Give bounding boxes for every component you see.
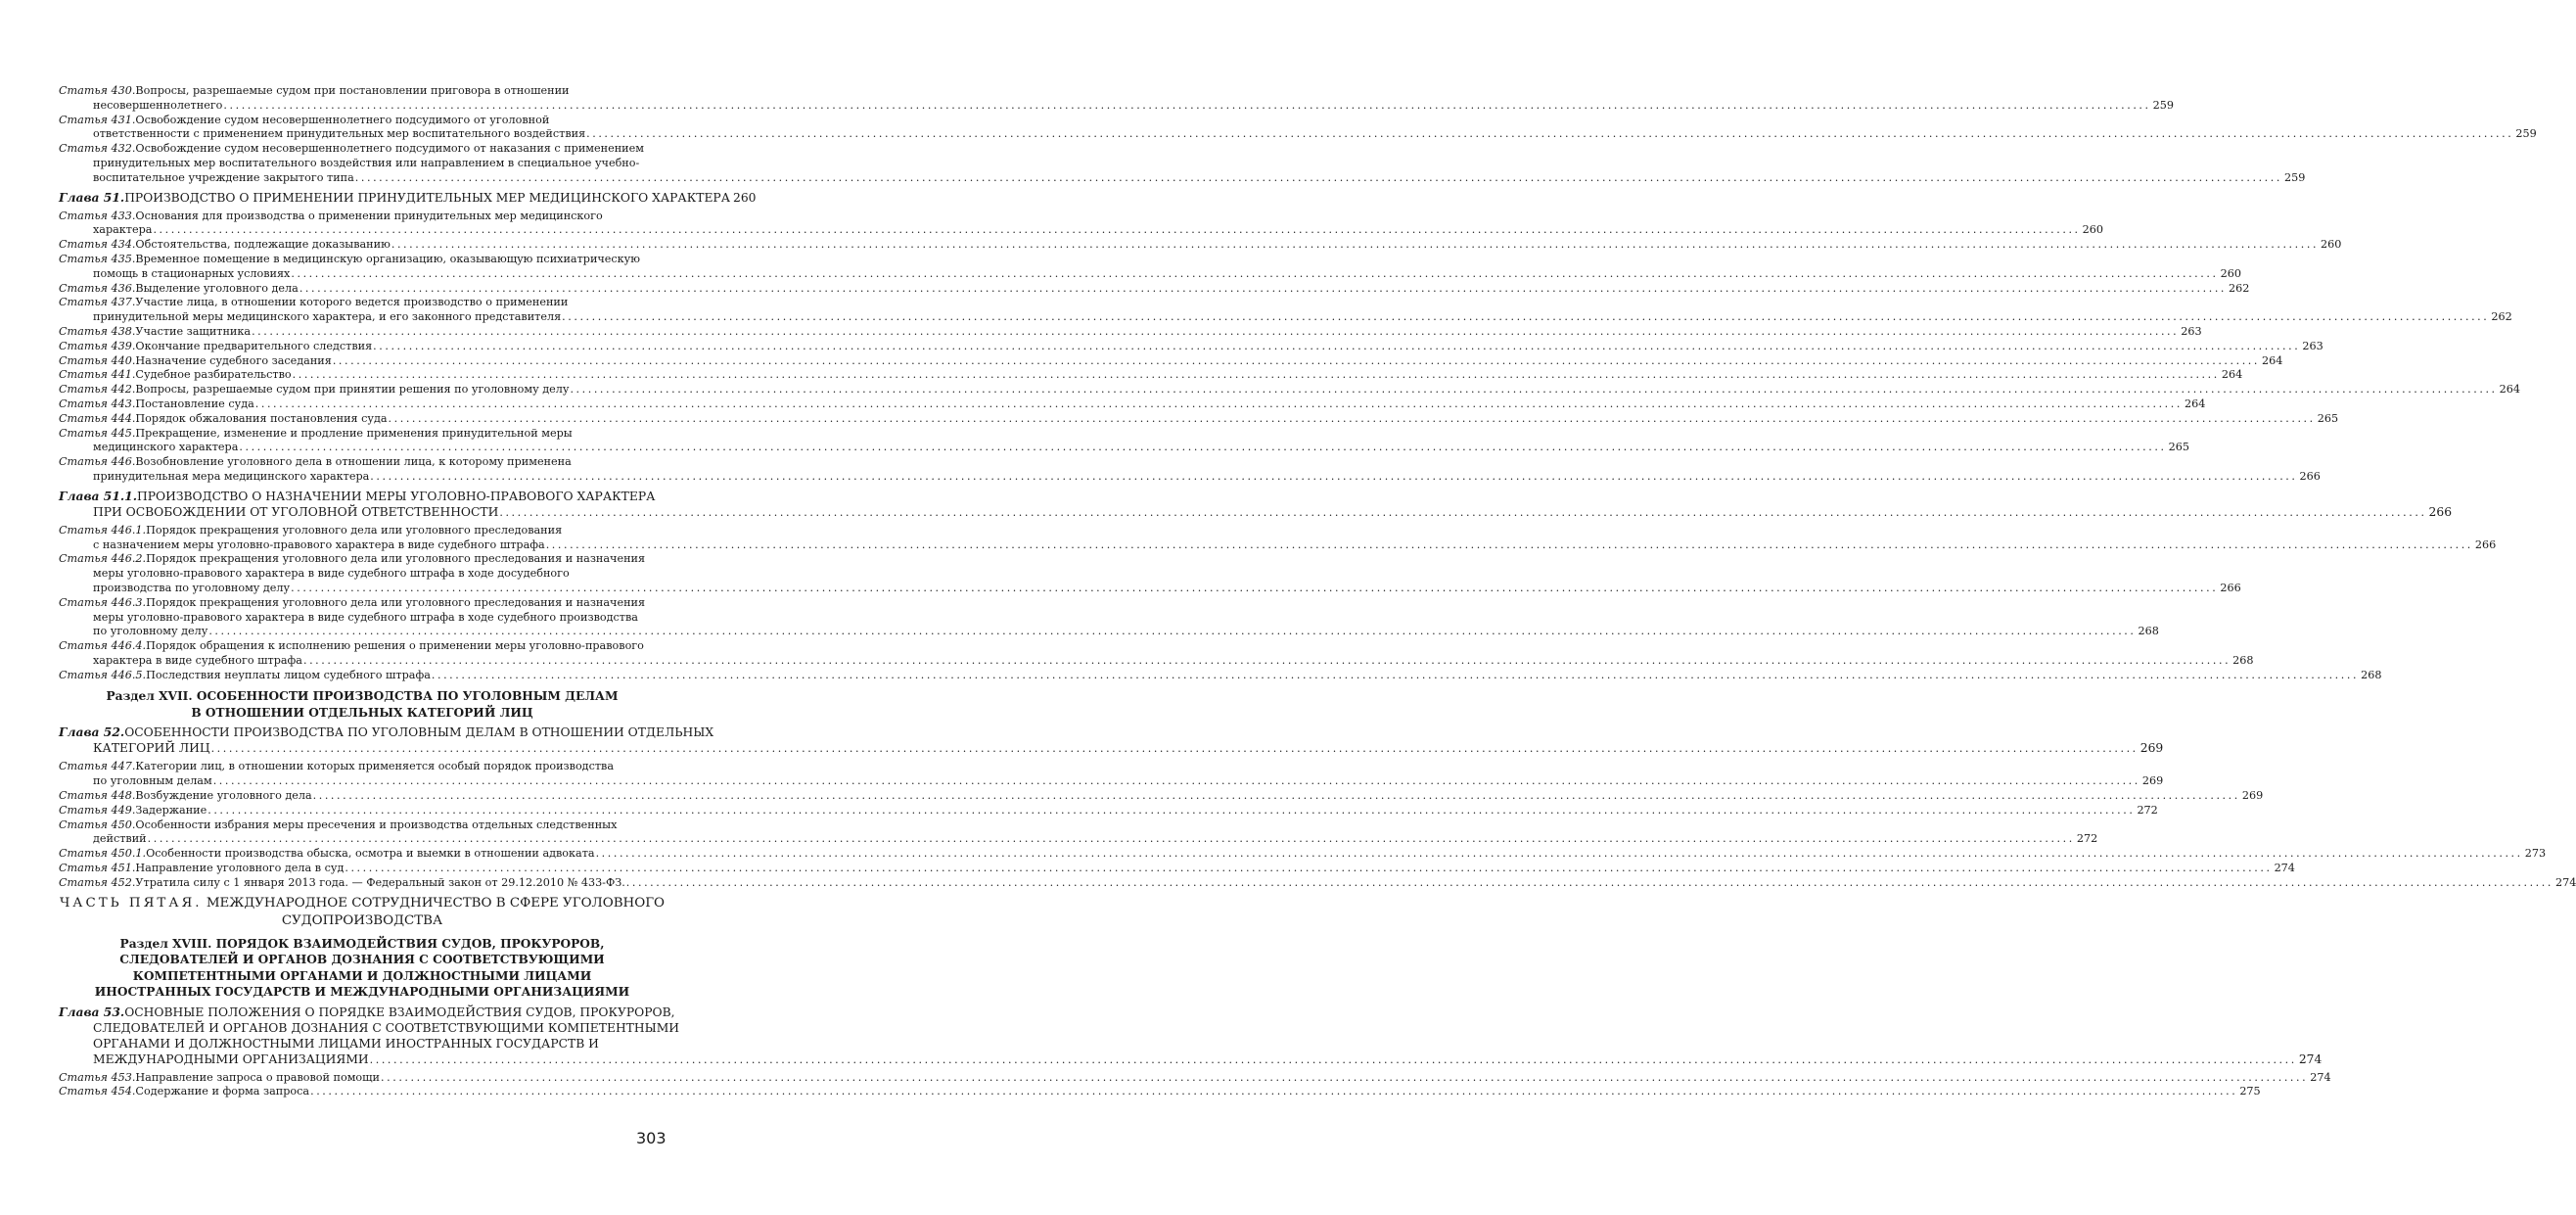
toc-article-entry — [59, 595, 2159, 639]
toc-entry-line — [59, 296, 666, 310]
entry-title: Окончание предварительного следствия — [135, 339, 373, 352]
toc-entry-line — [59, 353, 2283, 369]
entry-title: Последствия неуплаты лицом судебного штрафа — [146, 668, 431, 681]
toc-article-entry — [59, 818, 2098, 848]
toc-entry-line — [59, 127, 2537, 142]
toc-entry-line — [59, 324, 2202, 340]
dot-leader — [208, 625, 2136, 639]
entry-title: Назначение судебного заседания — [135, 353, 332, 367]
entry-label: Статья 433. — [59, 209, 136, 222]
page-number: 303 — [636, 1129, 667, 1147]
entry-title: действий — [93, 832, 147, 846]
toc-entry-line — [59, 266, 2241, 282]
table-of-contents — [59, 84, 2576, 1099]
toc-article-entry — [59, 455, 2321, 485]
entry-title: характера — [93, 223, 153, 237]
entry-title: Содержание и форма запроса — [135, 1085, 310, 1098]
dot-leader — [299, 282, 2227, 297]
entry-page: 272 — [2076, 832, 2098, 846]
dot-leader — [596, 847, 2523, 862]
entry-title: ПРИ ОСВОБОЖДЕНИИ ОТ УГОЛОВНОЙ ОТВЕТСТВЕННОСТИ — [93, 504, 499, 519]
entry-label: Статья 439. — [59, 339, 136, 352]
toc-entry-line — [59, 832, 2098, 847]
entry-title: Участие лица, в отношении которого ведется производство о применении — [135, 296, 569, 309]
entry-label: Статья 449. — [59, 803, 136, 817]
entry-page: 260 — [733, 190, 757, 205]
entry-label: Статья 446.1. — [59, 523, 147, 537]
entry-title: Направление запроса о правовой помощи — [135, 1070, 381, 1084]
dot-leader — [223, 99, 2150, 114]
entry-title: воспитательное учреждение закрытого типа — [93, 170, 354, 184]
entry-title: Порядок обжалования постановления суда — [135, 411, 388, 425]
section-heading-line: КОМПЕТЕНТНЫМИ ОРГАНАМИ И ДОЛЖНОСТНЫМИ ЛИЦАМИ — [132, 968, 592, 983]
entry-title: принудительных мер воспитательного воздействия или направлением в специальное учебно- — [93, 156, 640, 169]
entry-title: Утратила силу с 1 января 2013 года. — Федеральный закон от 29.12.2010 № 433-ФЗ. — [135, 875, 625, 889]
entry-title: Выделение уголовного дела — [135, 281, 299, 295]
toc-entry-line — [59, 581, 2241, 596]
dot-leader — [389, 412, 2316, 427]
dot-leader — [570, 383, 2497, 397]
toc-entry-line — [59, 98, 2174, 114]
entry-title: Порядок прекращения уголовного дела или уголовного преследования и назначения — [146, 552, 646, 566]
entry-title: ОРГАНАМИ И ДОЛЖНОСТНЫМИ ЛИЦАМИ ИНОСТРАННЫХ ГОСУДАРСТВ И — [93, 1036, 599, 1051]
entry-page: 273 — [2524, 847, 2547, 861]
entry-title: ПРОИЗВОДСТВО О ПРИМЕНЕНИИ ПРИНУДИТЕЛЬНЫХ МЕР МЕДИЦИНСКОГО ХАРАКТЕРА — [124, 190, 731, 205]
entry-label: Статья 444. — [59, 411, 136, 425]
toc-article-entry — [59, 296, 2512, 325]
toc-entry-line — [59, 114, 666, 128]
part-title: МЕЖДУНАРОДНОЕ СОТРУДНИЧЕСТВО В СФЕРЕ УГОЛОВНОГО — [206, 895, 666, 911]
section-heading — [59, 936, 666, 1001]
entry-page: 265 — [2168, 441, 2189, 454]
entry-title: Направление уголовного дела в суд — [135, 862, 345, 875]
entry-label: Статья 431. — [59, 113, 136, 126]
toc-entry-line — [59, 397, 2206, 412]
entry-label: Статья 445. — [59, 426, 136, 440]
toc-entry-line — [59, 170, 2306, 186]
dot-leader — [373, 340, 2300, 354]
dot-leader — [355, 171, 2282, 186]
entry-title: характера в виде судебного штрафа — [93, 653, 302, 667]
entry-label: Статья 454. — [59, 1085, 136, 1098]
entry-title: меры уголовно-правового характера в виде судебного штрафа в ходе досудебного — [93, 567, 570, 581]
toc-entry-line — [59, 411, 2339, 427]
toc-chapter-entry — [59, 189, 757, 207]
toc-entry-line — [59, 1085, 2261, 1099]
entry-label: Глава 53. — [59, 1004, 125, 1019]
entry-title: Порядок обращения к исполнению решения о применении меры уголовно-правового — [146, 639, 644, 653]
toc-entry-line — [59, 847, 2547, 862]
toc-article-entry — [59, 552, 2241, 595]
entry-page: 264 — [2499, 383, 2521, 397]
toc-entry-line — [59, 524, 666, 538]
entry-page: 263 — [2181, 324, 2202, 338]
toc-entry-line — [59, 281, 2250, 297]
toc-entry-line — [59, 441, 2189, 455]
entry-title: Освобождение судом несовершеннолетнего подсудимого от уголовной — [135, 113, 550, 126]
toc-entry-line — [59, 157, 666, 171]
toc-article-entry — [59, 523, 2497, 553]
toc-article-entry — [59, 639, 2254, 669]
toc-entry-line — [59, 1070, 2331, 1086]
toc-article-entry — [59, 252, 2241, 282]
toc-entry-line — [59, 611, 666, 626]
entry-page: 266 — [2220, 581, 2241, 594]
entry-label: Статья 446.5. — [59, 668, 147, 681]
entry-label: Статья 432. — [59, 142, 136, 156]
dot-leader — [546, 538, 2473, 553]
toc-entry-line — [59, 427, 666, 442]
dot-leader — [255, 397, 2183, 412]
entry-label: Статья 440. — [59, 353, 136, 367]
toc-article-entry — [59, 142, 2306, 185]
toc-entry-line — [59, 668, 2382, 683]
dot-leader — [213, 774, 2140, 789]
toc-entry-line — [59, 596, 666, 611]
toc-entry-line — [59, 818, 666, 833]
part-heading-line — [59, 895, 666, 912]
toc-entry-line — [59, 653, 2254, 669]
toc-article-entry — [59, 281, 2250, 297]
toc-entry-line — [59, 1036, 666, 1051]
toc-entry-line — [59, 774, 2164, 789]
part-heading — [59, 895, 666, 930]
entry-title: помощь в стационарных условиях — [93, 266, 291, 280]
toc-entry-line — [59, 552, 666, 567]
toc-entry-line — [59, 489, 666, 504]
dot-leader — [333, 354, 2260, 369]
entry-page: 260 — [2082, 223, 2104, 237]
entry-label: Статья 446. — [59, 455, 136, 469]
toc-article-entry — [59, 411, 2339, 427]
dot-leader — [310, 1085, 2237, 1099]
toc-article-entry — [59, 84, 2174, 114]
toc-entry-line — [59, 84, 666, 99]
entry-page: 266 — [2428, 504, 2453, 519]
toc-entry-line — [59, 339, 2323, 354]
dot-leader — [293, 368, 2220, 383]
toc-chapter-entry — [59, 1004, 2323, 1068]
toc-article-entry — [59, 1085, 2261, 1099]
toc-entry-line — [59, 383, 2521, 397]
entry-label: Статья 443. — [59, 397, 136, 410]
entry-page: 259 — [2515, 127, 2537, 141]
entry-title: по уголовным делам — [93, 774, 212, 788]
entry-title: Категории лиц, в отношении которых применяется особый порядок производства — [135, 760, 614, 773]
toc-entry-line — [59, 1020, 680, 1036]
toc-article-entry — [59, 862, 2295, 876]
dot-leader — [303, 654, 2231, 669]
entry-title: ответственности с применением принудительных мер воспитательного воздействия — [93, 127, 586, 141]
dot-leader — [562, 310, 2489, 325]
entry-title: Освобождение судом несовершеннолетнего подсудимого от наказания с применением — [135, 142, 644, 156]
entry-label: Глава 51.1. — [59, 488, 138, 503]
entry-page: 269 — [2139, 741, 2164, 756]
entry-page: 264 — [2262, 353, 2283, 367]
toc-entry-line — [59, 310, 2512, 325]
toc-chapter-entry — [59, 488, 2453, 521]
dot-leader — [291, 582, 2218, 596]
entry-label: Статья 450. — [59, 818, 136, 831]
entry-page: 266 — [2474, 537, 2497, 551]
entry-title: СЛЕДОВАТЕЛЕЙ И ОРГАНОВ ДОЗНАНИЯ С СООТВЕТСТВУЮЩИМИ КОМПЕТЕНТНЫМИ — [93, 1020, 680, 1035]
toc-entry-line — [59, 238, 2342, 253]
dot-leader — [211, 741, 2139, 757]
toc-article-entry — [59, 324, 2202, 340]
entry-page: 269 — [2141, 774, 2164, 788]
toc-entry-line — [59, 253, 666, 267]
toc-article-entry — [59, 1070, 2331, 1086]
dot-leader — [499, 505, 2426, 521]
dot-leader — [381, 1071, 2308, 1086]
entry-page: 274 — [2298, 1051, 2323, 1066]
toc-article-entry — [59, 426, 2189, 456]
entry-page: 274 — [2310, 1070, 2331, 1084]
entry-title: несовершеннолетнего — [93, 98, 223, 112]
dot-leader — [586, 127, 2513, 142]
toc-entry-line — [59, 368, 2243, 383]
entry-page: 260 — [2321, 238, 2342, 252]
entry-page: 268 — [2232, 653, 2254, 667]
toc-entry-line — [59, 1004, 675, 1020]
entry-label: Статья 437. — [59, 296, 136, 309]
toc-article-entry — [59, 803, 2158, 818]
toc-article-entry — [59, 368, 2243, 383]
toc-article-entry — [59, 760, 2164, 789]
entry-page: 262 — [2491, 310, 2512, 324]
toc-article-entry — [59, 847, 2547, 862]
entry-label: Статья 446.3. — [59, 595, 147, 609]
toc-entry-line — [59, 862, 2295, 876]
entry-title: Возбуждение уголовного дела — [135, 789, 312, 803]
dot-leader — [370, 1052, 2297, 1068]
entry-page: 259 — [2152, 98, 2174, 112]
entry-title: Особенности избрания меры пресечения и производства отдельных следственных — [135, 818, 618, 831]
entry-label: Статья 447. — [59, 760, 136, 773]
entry-page: 274 — [2274, 862, 2295, 875]
toc-article-entry — [59, 383, 2521, 397]
entry-label: Глава 51. — [59, 189, 125, 205]
dot-leader — [432, 669, 2359, 683]
dot-leader — [370, 470, 2297, 485]
toc-chapter-entry — [59, 724, 2164, 757]
toc-entry-line — [59, 455, 666, 470]
section-heading-line: В ОТНОШЕНИИ ОТДЕЛЬНЫХ КАТЕГОРИЙ ЛИЦ — [191, 705, 533, 720]
entry-page: 263 — [2302, 339, 2323, 352]
dot-leader — [239, 441, 2166, 455]
toc-entry-line — [59, 625, 2159, 639]
toc-article-entry — [59, 875, 2576, 891]
entry-page: 260 — [2220, 266, 2241, 280]
entry-page: 264 — [2184, 397, 2206, 410]
entry-title: меры уголовно-правового характера в виде судебного штрафа в ходе судебного производства — [93, 610, 638, 624]
dot-leader — [252, 325, 2179, 340]
dot-leader — [291, 267, 2218, 282]
dot-leader — [148, 832, 2075, 847]
entry-label: Статья 436. — [59, 281, 136, 295]
entry-label: Статья 430. — [59, 84, 136, 97]
entry-title: МЕЖДУНАРОДНЫМИ ОРГАНИЗАЦИЯМИ — [93, 1051, 369, 1066]
entry-title: Порядок прекращения уголовного дела или уголовного преследования и назначения — [146, 595, 646, 609]
entry-page: 268 — [2361, 668, 2382, 681]
toc-entry-line — [59, 537, 2497, 553]
entry-title: Задержание — [135, 803, 207, 817]
toc-entry-line — [59, 875, 2576, 891]
toc-entry-line — [59, 639, 666, 654]
toc-article-entry — [59, 668, 2382, 683]
entry-page: 274 — [2554, 875, 2576, 889]
toc-article-entry — [59, 397, 2206, 412]
toc-entry-line — [59, 740, 2164, 757]
entry-label: Статья 441. — [59, 368, 136, 382]
toc-article-entry — [59, 113, 2537, 143]
entry-title: ОСНОВНЫЕ ПОЛОЖЕНИЯ О ПОРЯДКЕ ВЗАИМОДЕЙСТВИЯ СУДОВ, ПРОКУРОРОВ, — [124, 1005, 675, 1019]
entry-title: ОСОБЕННОСТИ ПРОИЗВОДСТВА ПО УГОЛОВНЫМ ДЕЛАМ В ОТНОШЕНИИ ОТДЕЛЬНЫХ — [124, 725, 714, 740]
entry-title: с назначением меры уголовно-правового характера в виде судебного штрафа — [93, 537, 545, 551]
dot-leader — [345, 862, 2272, 876]
toc-article-entry — [59, 238, 2342, 253]
entry-label: Статья 438. — [59, 324, 136, 338]
entry-page: 264 — [2221, 368, 2243, 382]
section-heading-line: Раздел XVII. ОСОБЕННОСТИ ПРОИЗВОДСТВА ПО УГОЛОВНЫМ ДЕЛАМ — [106, 689, 619, 704]
entry-label: Статья 442. — [59, 383, 136, 397]
dot-leader — [153, 223, 2080, 238]
entry-page: 268 — [2138, 625, 2159, 638]
section-heading-line: Раздел XVIII. ПОРЯДОК ВЗАИМОДЕЙСТВИЯ СУДОВ, ПРОКУРОРОВ, — [119, 936, 605, 951]
entry-title: ПРОИЗВОДСТВО О НАЗНАЧЕНИИ МЕРЫ УГОЛОВНО-ПРАВОВОГО ХАРАКТЕРА — [137, 489, 656, 503]
dot-leader — [626, 876, 2553, 891]
entry-label: Статья 451. — [59, 862, 136, 875]
entry-label: Статья 435. — [59, 252, 136, 265]
toc-article-entry — [59, 209, 2104, 239]
toc-article-entry — [59, 339, 2323, 354]
entry-page: 265 — [2317, 411, 2339, 425]
section-heading-line: ИНОСТРАННЫХ ГОСУДАРСТВ И МЕЖДУНАРОДНЫМИ ОРГАНИЗАЦИЯМИ — [94, 985, 630, 1000]
entry-label: Статья 434. — [59, 238, 136, 252]
entry-title: Особенности производства обыска, осмотра и выемки в отношении адвоката — [146, 847, 595, 861]
toc-entry-line — [59, 223, 2104, 238]
entry-label: Глава 52. — [59, 724, 125, 740]
toc-entry-line — [59, 469, 2321, 485]
entry-page: 272 — [2137, 803, 2158, 817]
toc-article-entry — [59, 353, 2283, 369]
entry-title: Прекращение, изменение и продление применения принудительной меры — [135, 426, 573, 440]
entry-title: Обстоятельства, подлежащие доказыванию — [135, 238, 391, 252]
entry-title: Участие защитника — [135, 324, 252, 338]
dot-leader — [313, 789, 2240, 804]
toc-article-entry — [59, 789, 2264, 804]
entry-page: 269 — [2241, 789, 2264, 803]
toc-entry-line — [59, 504, 2453, 521]
entry-title: КАТЕГОРИЙ ЛИЦ — [93, 741, 210, 756]
entry-page: 262 — [2229, 281, 2250, 295]
toc-entry-line — [59, 210, 666, 224]
section-heading-line: СЛЕДОВАТЕЛЕЙ И ОРГАНОВ ДОЗНАНИЯ С СООТВЕТСТВУЮЩИМИ — [119, 953, 605, 967]
toc-entry-line — [59, 724, 714, 740]
section-heading — [59, 688, 666, 721]
entry-label: Статья 450.1. — [59, 847, 147, 861]
toc-entry-line — [59, 789, 2264, 804]
entry-title: медицинского характера — [93, 441, 239, 454]
toc-entry-line — [59, 189, 757, 207]
toc-entry-line — [59, 142, 666, 157]
entry-title: Судебное разбирательство — [135, 368, 292, 382]
entry-title: производства по уголовному делу — [93, 581, 291, 594]
toc-entry-line — [59, 567, 666, 582]
entry-title: Вопросы, разрешаемые судом при постановлении приговора в отношении — [135, 84, 570, 97]
entry-page: 275 — [2239, 1085, 2261, 1098]
entry-label: Статья 446.4. — [59, 639, 147, 653]
entry-page: 266 — [2299, 469, 2321, 483]
entry-title: Возобновление уголовного дела в отношении лица, к которому применена — [135, 455, 572, 469]
entry-title: Вопросы, разрешаемые судом при принятии решения по уголовному делу — [135, 383, 570, 397]
entry-title: Основания для производства о применении принудительных мер медицинского — [135, 209, 603, 222]
entry-label: Статья 453. — [59, 1070, 136, 1084]
entry-label: Статья 452. — [59, 875, 136, 889]
dot-leader — [391, 238, 2319, 253]
entry-label: Статья 448. — [59, 789, 136, 803]
part-number: ЧАСТЬ ПЯТАЯ. — [59, 895, 203, 911]
toc-entry-line — [59, 803, 2158, 818]
toc-entry-line — [59, 760, 666, 774]
entry-title: Временное помещение в медицинскую организацию, оказывающую психиатрическую — [135, 252, 640, 265]
entry-title: принудительная мера медицинского характера — [93, 469, 370, 483]
toc-entry-line — [59, 1051, 2323, 1068]
dot-leader — [207, 804, 2135, 818]
entry-title: Постановление суда — [135, 397, 254, 410]
entry-title: Порядок прекращения уголовного дела или уголовного преследования — [146, 523, 563, 537]
part-heading-line: СУДОПРОИЗВОДСТВА — [281, 912, 443, 928]
entry-title: по уголовному делу — [93, 625, 208, 638]
entry-label: Статья 446.2. — [59, 552, 147, 566]
entry-title: принудительной меры медицинского характера, и его законного представителя — [93, 310, 562, 324]
entry-page: 259 — [2283, 170, 2306, 184]
